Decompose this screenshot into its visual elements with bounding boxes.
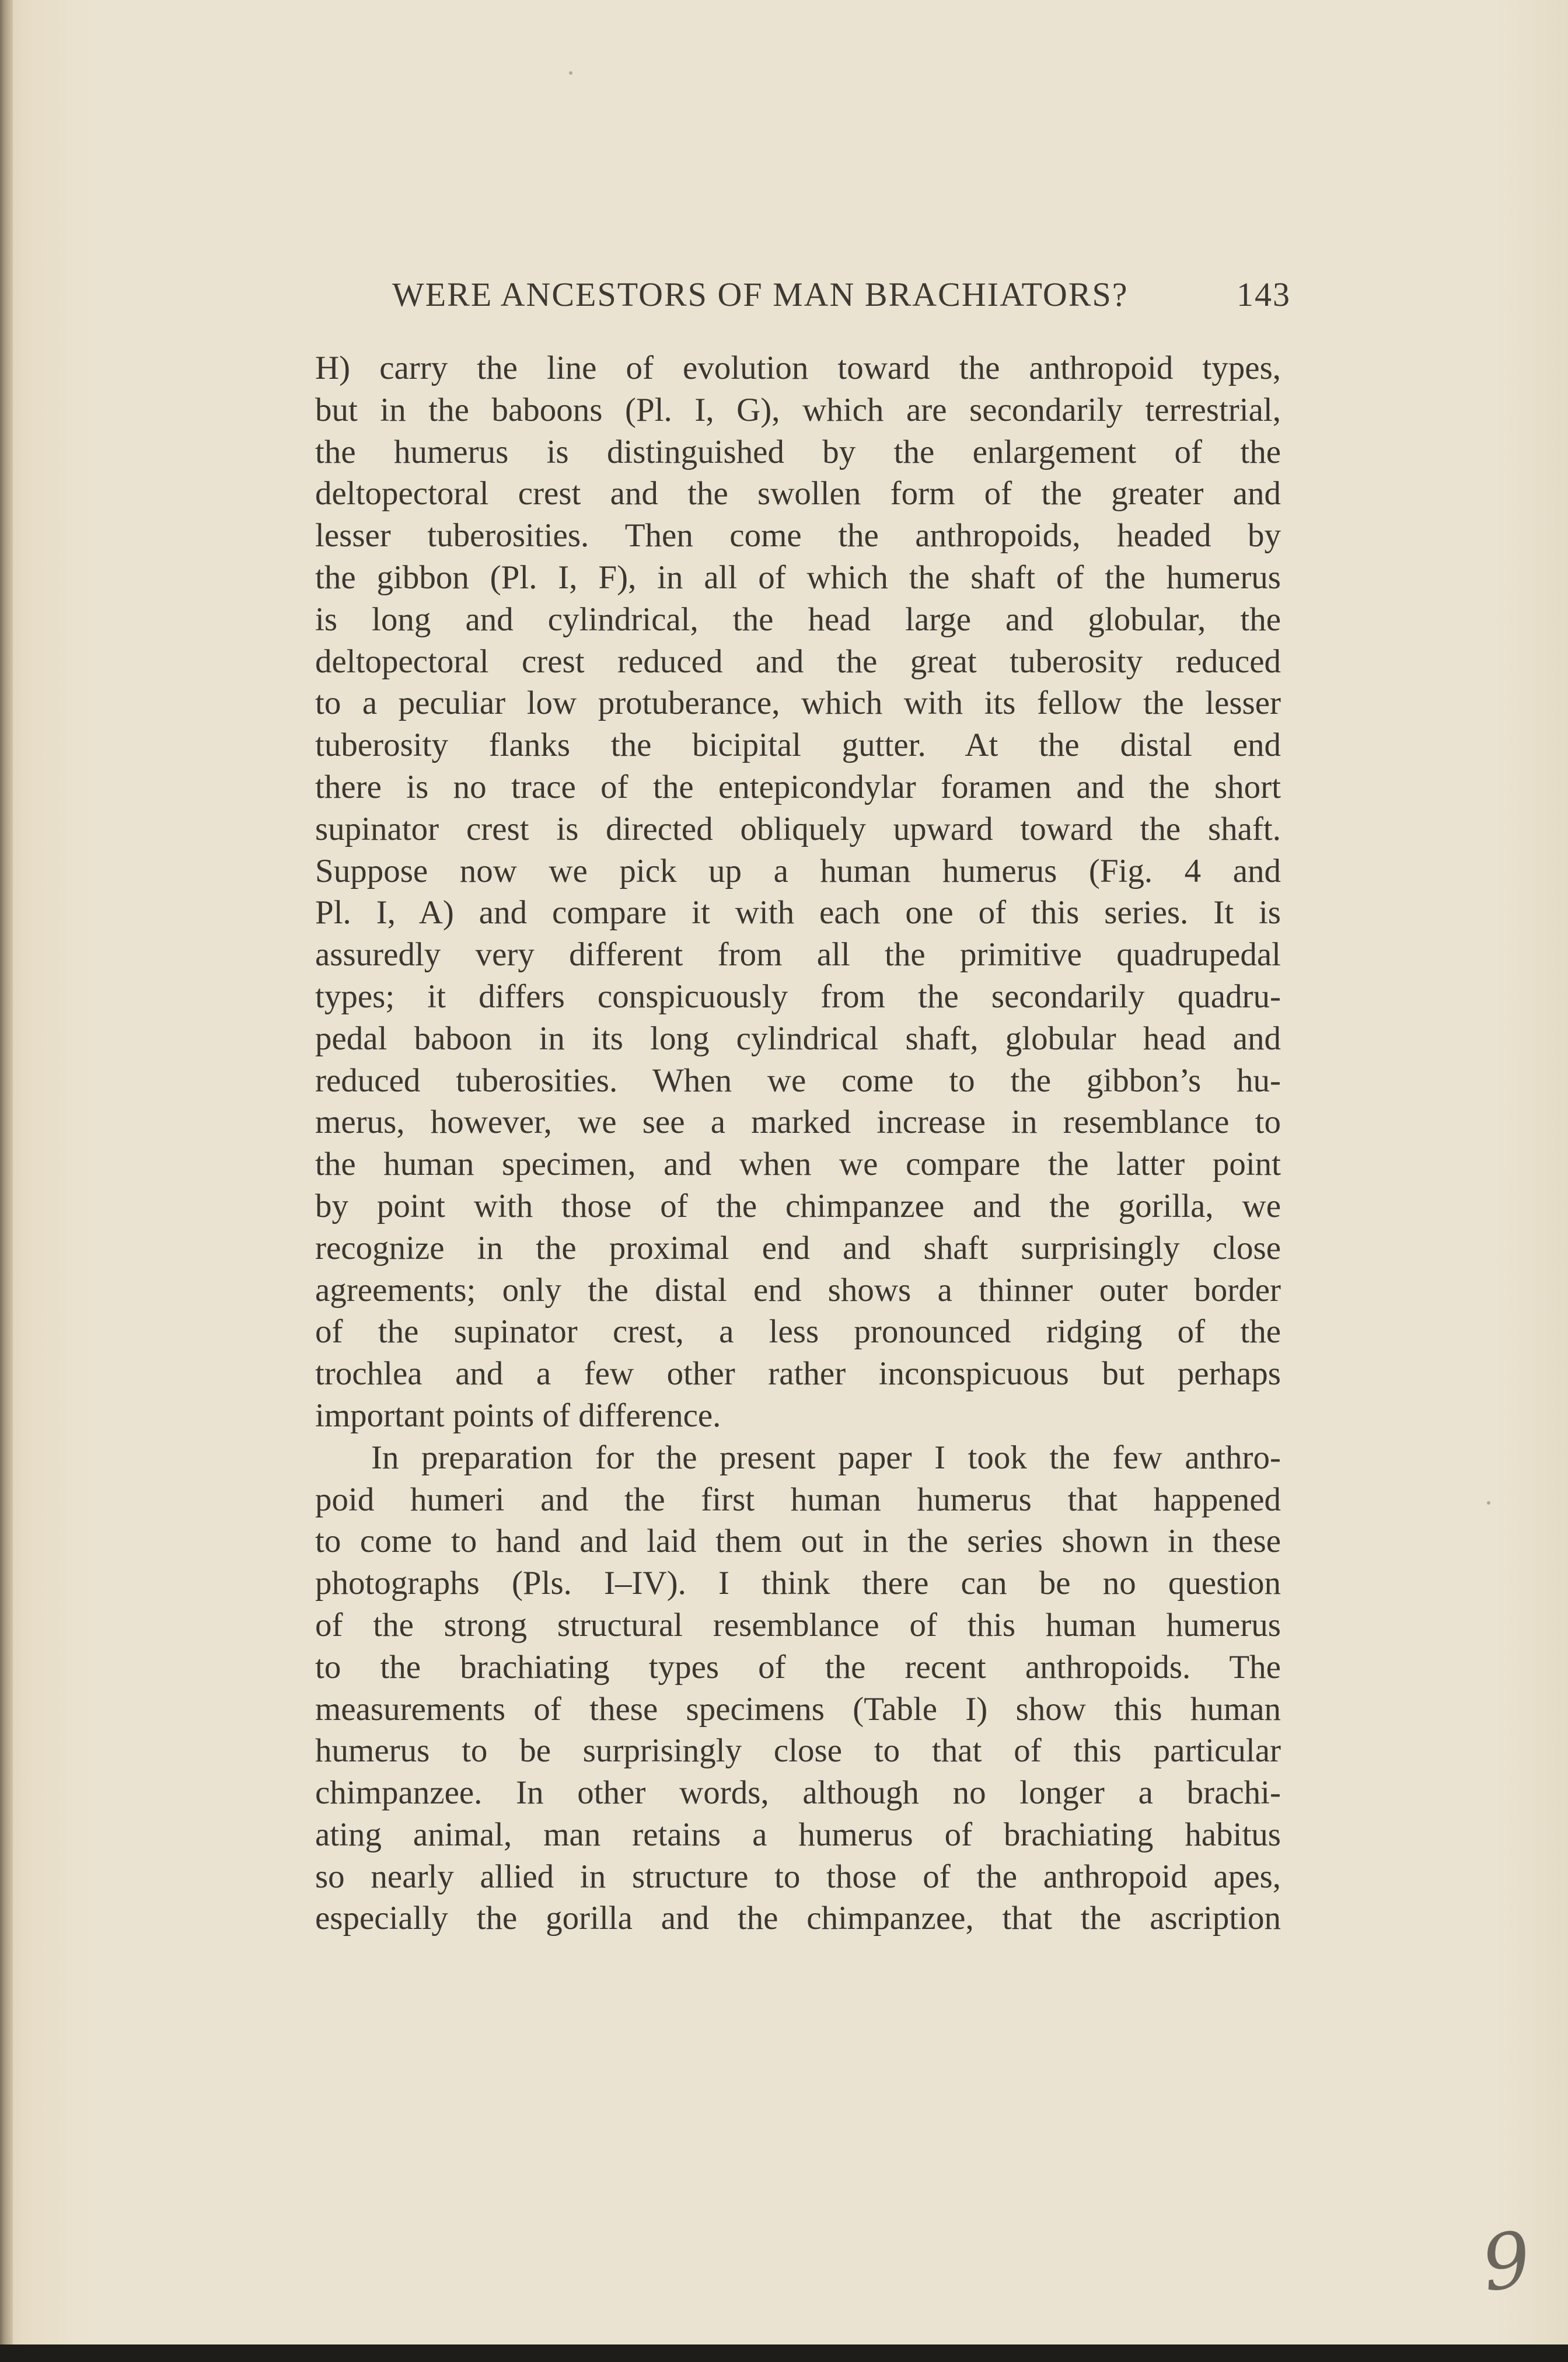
text-line: assuredly very different from all the primitive quadrupedal [315, 936, 1281, 974]
text-line: especially the gorilla and the chimpanzee, that the ascription [315, 1900, 1281, 1937]
text-line: humerus to be surprisingly close to that of this particular [315, 1732, 1281, 1770]
handwritten-margin-note: 9 [1476, 2214, 1536, 2309]
text-line: trochlea and a few other rather inconspicuous but perhaps [315, 1355, 1281, 1393]
text-line: reduced tuberosities. When we come to the gibbon’s hu- [315, 1062, 1281, 1099]
text-line: by point with those of the chimpanzee and the gorilla, we [315, 1187, 1281, 1224]
text-line: deltopectoral crest reduced and the great tuberosity reduced [315, 643, 1281, 680]
text-line: Suppose now we pick up a human humerus (Fig. 4 and [315, 852, 1281, 889]
running-title: WERE ANCESTORS OF MAN BRACHIATORS? [392, 275, 1129, 313]
text-line: ating animal, man retains a humerus of brachiating habitus [315, 1816, 1281, 1853]
text-line: to the brachiating types of the recent anthropoids. The [315, 1648, 1281, 1686]
text-line: recognize in the proximal end and shaft surprisingly close [315, 1229, 1281, 1267]
text-line: so nearly allied in structure to those of the anthropoid apes, [315, 1858, 1281, 1895]
text-line: the humerus is distinguished by the enlargement of the [315, 433, 1281, 470]
text-line: Pl. I, A) and compare it with each one of this series. It is [315, 894, 1281, 931]
text-line: of the strong structural resemblance of this human humerus [315, 1606, 1281, 1644]
text-line: supinator crest is directed obliquely upward toward the shaft. [315, 810, 1281, 847]
text-line: merus, however, we see a marked increase in resemblance to [315, 1104, 1281, 1141]
text-line: agreements; only the distal end shows a thinner outer border [315, 1271, 1281, 1309]
text-line: to a peculiar low protuberance, which with its fellow the lesser [315, 685, 1281, 722]
text-line: photographs (Pls. I–IV). I think there can be no question [315, 1565, 1281, 1602]
binding-edge [0, 0, 13, 2362]
text-line: types; it differs conspicuously from the secondarily quadru- [315, 978, 1281, 1015]
text-line: pedal baboon in its long cylindrical shaft, globular head and [315, 1020, 1281, 1057]
text-line: deltopectoral crest and the swollen form of the greater and [315, 475, 1281, 512]
scan-bottom-edge [0, 2344, 1568, 2362]
text-line: chimpanzee. In other words, although no longer a brachi- [315, 1774, 1281, 1812]
text-line: measurements of these specimens (Table I) show this human [315, 1690, 1281, 1728]
text-line: lesser tuberosities. Then come the anthropoids, headed by [315, 517, 1281, 554]
body-text [315, 347, 1281, 1939]
text-line: In preparation for the present paper I took the few anthro- [371, 1439, 1281, 1476]
text-line: of the supinator crest, a less pronounced ridging of the [315, 1313, 1281, 1351]
page-number: 143 [1237, 275, 1291, 313]
text-line: but in the baboons (Pl. I, G), which are secondarily terrestrial, [315, 391, 1281, 428]
text-line: the human specimen, and when we compare the latter point [315, 1146, 1281, 1183]
text-line: is long and cylindrical, the head large and globular, the [315, 601, 1281, 638]
text-line: H) carry the line of evolution toward the anthropoid types, [315, 350, 1281, 386]
paper-speck [569, 71, 572, 75]
running-head [392, 274, 1291, 315]
text-line: poid humeri and the first human humerus that happened [315, 1481, 1281, 1518]
text-line: the gibbon (Pl. I, F), in all of which the shaft of the humerus [315, 559, 1281, 596]
paper-speck [1487, 1501, 1490, 1505]
text-line: to come to hand and laid them out in the series shown in these [315, 1523, 1281, 1560]
text-line: tuberosity flanks the bicipital gutter. At the distal end [315, 727, 1281, 764]
text-line: important points of difference. [315, 1397, 721, 1434]
text-line: there is no trace of the entepicondylar foramen and the short [315, 768, 1281, 805]
